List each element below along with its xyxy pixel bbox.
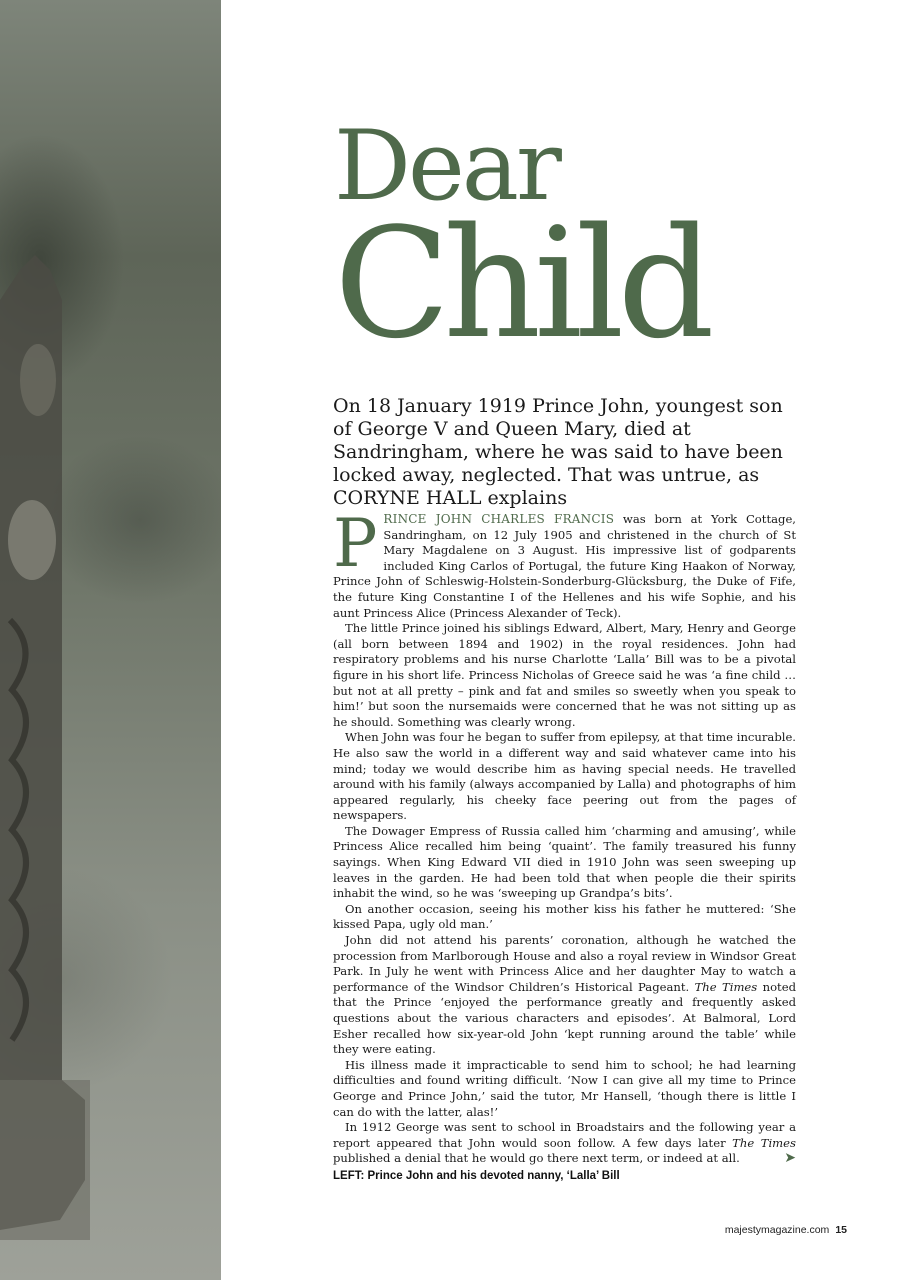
paragraph-6-text-b: noted that the Prince ‘enjoyed the performance greatly and frequently asked questions about the various characters and episodes’. At Balmoral, Lord Esher recalled how six-year-old John ‘kept running around the table’ while they were eating. — [333, 979, 796, 1057]
lead-in: RINCE JOHN CHARLES FRANCIS — [383, 512, 615, 526]
headline — [334, 110, 708, 372]
standfirst: On 18 January 1919 Prince John, youngest son of George V and Queen Mary, died at Sandringham, where he was said to have been locked away, neglected. That was untrue, as CORYNE HALL explains — [333, 395, 783, 509]
paragraph-8 — [333, 1120, 796, 1167]
paragraph-1 — [333, 505, 796, 621]
website-url: majestymagazine.com — [724, 1224, 830, 1236]
paragraph-4: The Dowager Empress of Russia called him ‘charming and amusing’, while Princess Alice recalled him being ‘quaint’. The family treasured his funny sayings. When King Edward VII died in 1910 John was seen sweeping up leaves in the garden. He had been told that when people die their spirits inhabit the wind, so he was ‘sweeping up Grandpa’s bits’. — [333, 823, 796, 901]
paragraph-6-text-a: John did not attend his parents’ coronation, although he watched the procession from Marlborough House and also a royal review in Windsor Great Park. In July he went with Princess Alice and her daughter May to watch a performance of the Windsor Children’s Historical Pageant. — [333, 933, 796, 994]
drop-cap: P — [333, 505, 378, 582]
paragraph-8-italic: The Times — [732, 1135, 796, 1150]
headline-line-1: Dear — [334, 110, 559, 222]
archive-photo — [0, 0, 221, 1280]
folio — [725, 1224, 847, 1236]
article-body — [333, 505, 796, 1167]
paragraph-8-text-a: In 1912 George was sent to school in Broadstairs and the following year a report appeared that John would soon follow. A few days later — [333, 1120, 796, 1150]
continue-arrow-icon: ➤ — [784, 1150, 796, 1167]
paragraph-6 — [333, 933, 796, 1058]
paragraph-8-text-b: published a denial that he would go there next term, or indeed at all. — [333, 1151, 740, 1166]
carved-chair-illustration — [0, 0, 221, 1280]
paragraph-6-italic: The Times — [694, 979, 758, 994]
photo-caption: LEFT: Prince John and his devoted nanny, ‘Lalla’ Bill — [333, 1170, 620, 1182]
headline-line-2: Child — [334, 195, 708, 372]
paragraph-7: His illness made it impracticable to send him to school; he had learning difficulties and found writing difficult. ‘Now I can give all my time to Prince George and Prince John,’ said the tutor, Mr Hansell, ‘though there is little I can do with the latter, alas!’ — [333, 1057, 796, 1119]
paragraph-5: On another occasion, seeing his mother kiss his father he muttered: ‘She kissed Papa, ugly old man.’ — [333, 901, 796, 932]
paragraph-3: When John was four he began to suffer from epilepsy, at that time incurable. He also saw the world in a different way and said whatever came into his mind; today we would describe him as having special needs. He travelled around with his family (always accompanied by Lalla) and photographs of him appeared regularly, his cheeky face peering out from the pages of newspapers. — [333, 730, 796, 823]
paragraph-2: The little Prince joined his siblings Edward, Albert, Mary, Henry and George (all born between 1894 and 1902) in the royal residences. John had respiratory problems and his nurse Charlotte ‘Lalla’ Bill was to be a pivotal figure in his short life. Princess Nicholas of Greece said he was ‘a fine child … but not at all pretty – pink and fat and smiles so sweetly when you speak to him!’ but soon the nursemaids were concerned that he was not sitting up as he should. Something was clearly wrong. — [333, 621, 796, 729]
page-number: 15 — [835, 1224, 847, 1236]
paragraph-1-text: was born at York Cottage, Sandringham, on 12 July 1905 and christened in the church of St Mary Magdalene on 3 August. His impressive list of godparents included King Carlos of Portugal, the future King Haakon of Norway, Prince John of Schleswig-Holstein-Sonderburg-Glücksburg, the Duke of Fife, the future King Constantine I of the Hellenes and his wife Sophie, and his aunt Princess Alice (Princess Alexander of Teck). — [333, 512, 796, 620]
